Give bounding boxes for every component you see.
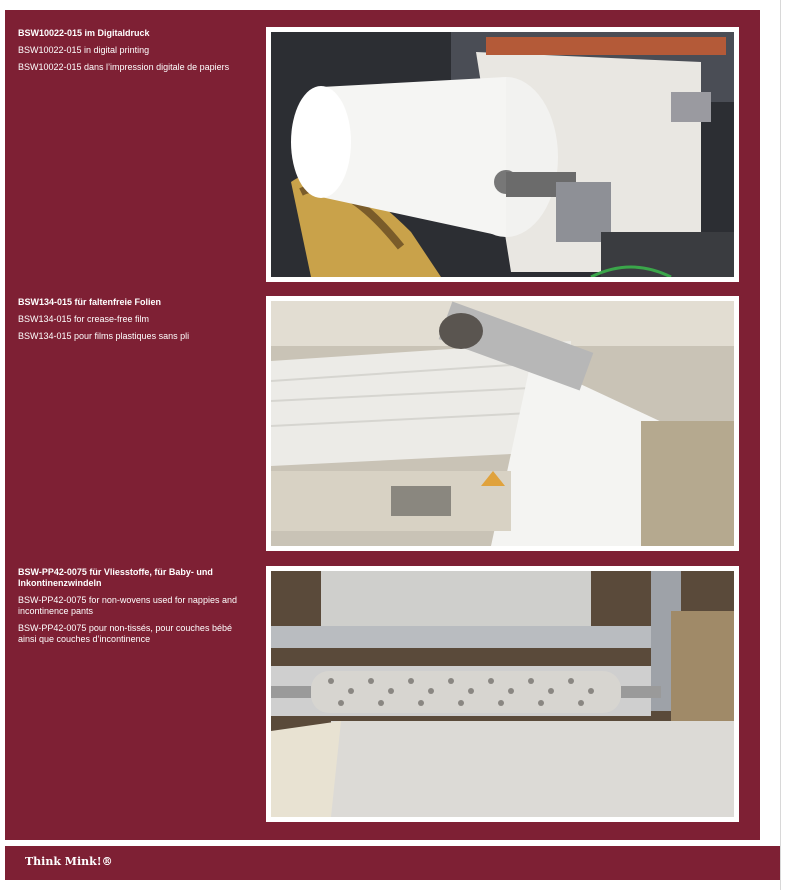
section-digital-printing	[18, 28, 248, 79]
photo-frame-non-wovens	[266, 566, 739, 822]
section-english: BSW134-015 for crease-free film	[18, 314, 150, 324]
section-french: BSW134-015 pour films plastiques sans pli	[18, 331, 190, 341]
photo-crease-free-film-roller	[271, 301, 734, 546]
section-english: BSW10022-015 in digital printing	[18, 45, 150, 55]
photo-frame-crease-free-film	[266, 296, 739, 551]
brand-logo-text: Think Mink!®	[25, 855, 113, 868]
section-title: BSW134-015 für faltenfreie Folien	[18, 297, 162, 307]
footer-bar	[5, 846, 780, 880]
photo-frame-digital-printing	[266, 27, 739, 282]
section-title: BSW-PP42-0075 für Vliesstoffe, für Baby- und Inkontinenzwindeln	[18, 567, 213, 588]
section-french: BSW-PP42-0075 pour non-tissés, pour couches bébé ainsi que couches d’incontinence	[18, 623, 232, 644]
section-crease-free-film	[18, 297, 248, 348]
photo-digital-printing-roll	[271, 32, 734, 277]
photo-non-woven-perforated-roller	[271, 571, 734, 817]
section-english: BSW-PP42-0075 for non-wovens used for nappies and incontinence pants	[18, 595, 237, 616]
section-french: BSW10022-015 dans l’impression digitale de papiers	[18, 62, 230, 72]
page-edge-divider	[780, 0, 781, 890]
section-title: BSW10022-015 im Digitaldruck	[18, 28, 150, 38]
section-non-wovens	[18, 567, 248, 651]
